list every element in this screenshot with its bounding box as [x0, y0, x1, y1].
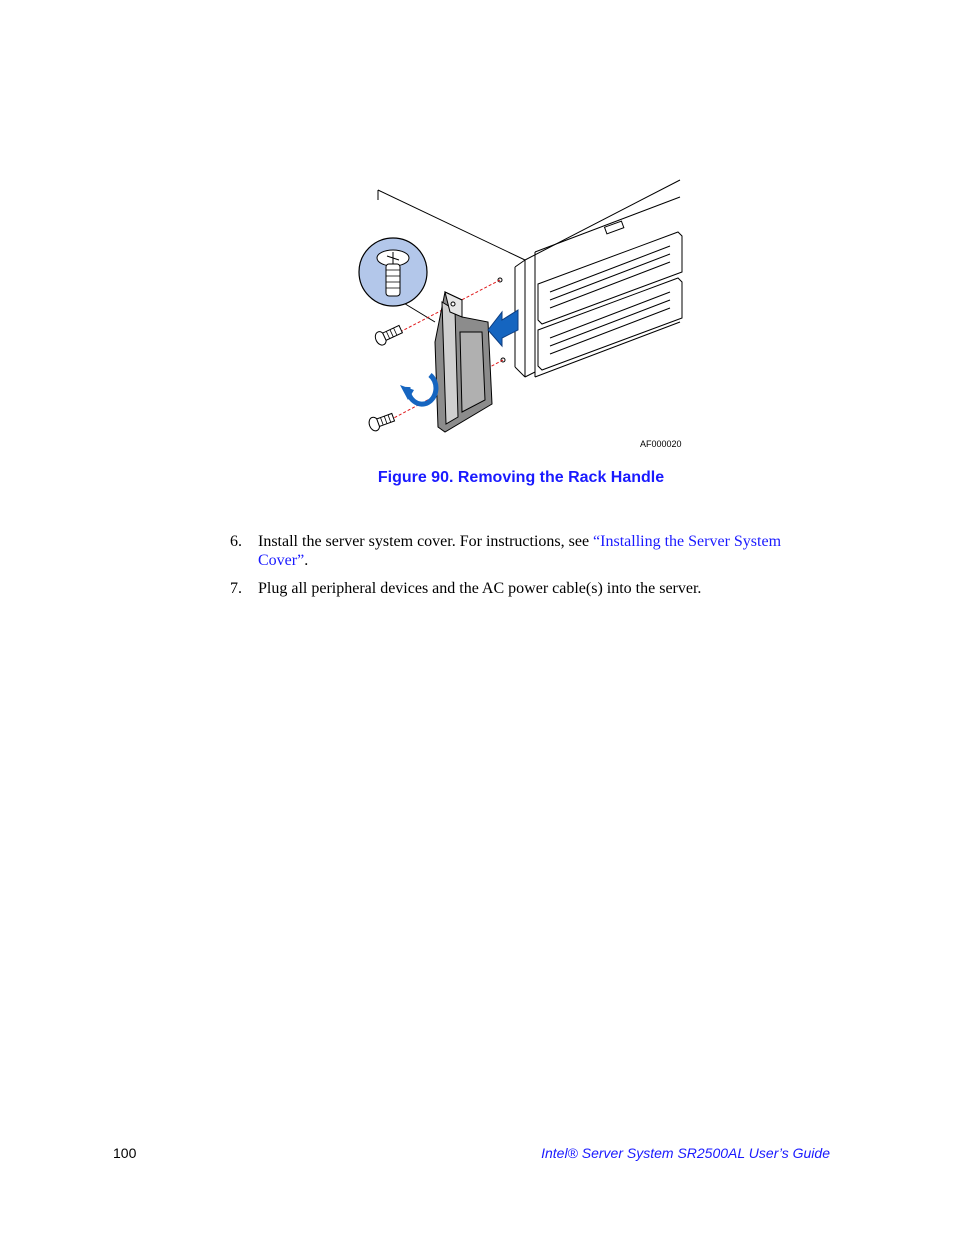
instruction-steps: [230, 532, 830, 607]
figure-caption: Figure 90. Removing the Rack Handle: [377, 469, 665, 486]
page-number: 100: [113, 1145, 137, 1161]
step-item: [230, 579, 830, 598]
cover-install-link[interactable]: “Installing the Server System Cover”: [258, 533, 782, 569]
rack-handle: [435, 292, 492, 432]
step-item: [230, 532, 830, 570]
rack-handle-illustration: [350, 172, 695, 457]
lower-screw-icon: [367, 411, 395, 433]
step-text: Install the server system cover. For instructions, see: [258, 533, 594, 550]
rotate-screw-arrow-icon: [400, 375, 436, 404]
push-direction-arrow-icon: [488, 310, 518, 346]
screw-detail-callout: [359, 238, 435, 322]
step-number: 7.: [230, 580, 242, 597]
step-number: 6.: [230, 533, 242, 550]
document-title: Intel® Server System SR2500AL User’s Guide: [541, 1145, 830, 1161]
upper-screw-icon: [373, 323, 403, 347]
step-text-end: .: [304, 552, 309, 569]
step-text: Plug all peripheral devices and the AC power cable(s) into the server.: [258, 580, 702, 597]
figure-id-label: AF000020: [640, 439, 682, 449]
